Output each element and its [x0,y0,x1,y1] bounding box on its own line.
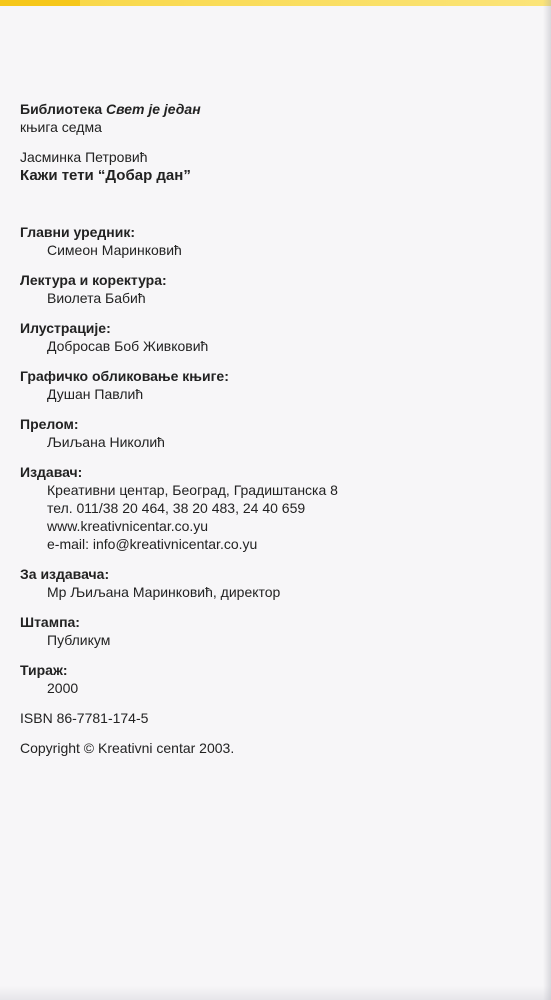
isbn [20,709,520,727]
credit-value: Мр Љиљана Маринковић, директор [47,584,281,600]
credit-role: Издавач: [20,464,83,480]
credit-role: Главни уредник: [20,224,136,240]
series-volume: књига седма [20,119,102,135]
credit-value: Љиљана Николић [47,434,165,450]
isbn-text: ISBN 86-7781-174-5 [20,710,149,726]
credit-proofreading [20,271,520,307]
credit-role: Тираж: [20,662,68,678]
publisher-address: Креативни центар, Београд, Градиштанска 8 [47,482,338,498]
credit-value: Добросав Боб Живковић [47,338,209,354]
credit-print-run [20,661,520,697]
credit-role: Лектура и коректура: [20,272,167,288]
credit-value: Публикум [47,632,111,648]
credit-publisher [20,463,520,553]
credit-value: Симеон Маринковић [47,242,182,258]
credit-role: Графичко обликовање књиге: [20,368,229,384]
spacer [20,136,520,148]
series-name: Свет је један [106,101,201,117]
page-bottom-shadow [0,986,551,1000]
credit-role: Прелом: [20,416,79,432]
credit-role: Штампа: [20,614,80,630]
credit-role: Илустрације: [20,320,111,336]
credit-value: Виолета Бабић [47,290,146,306]
credit-editor [20,223,520,259]
publisher-email: e-mail: info@kreativnicentar.co.yu [47,536,258,552]
publisher-phone: тел. 011/38 20 464, 38 20 483, 24 40 659 [47,500,306,516]
credit-for-publisher [20,565,520,601]
page-edge-shadow [543,0,551,1000]
credit-value: 2000 [47,680,79,696]
credit-value: Душан Павлић [47,386,144,402]
series-label: Библиотека [20,101,103,117]
credit-illustrations [20,319,520,355]
colophon [20,100,520,757]
credit-layout [20,415,520,451]
credit-design [20,367,520,403]
copyright-notice: Copyright © Kreativni centar 2003. [20,740,235,756]
credit-role: За издавача: [20,566,110,582]
book-title: Кажи тети “Добар дан” [20,167,191,184]
cover-edge-strip [0,0,551,6]
spacer [20,185,520,223]
author-name: Јасминка Петровић [20,149,148,165]
credit-printing [20,613,520,649]
publisher-website: www.kreativnicentar.co.yu [47,518,209,534]
series-line [20,100,520,118]
